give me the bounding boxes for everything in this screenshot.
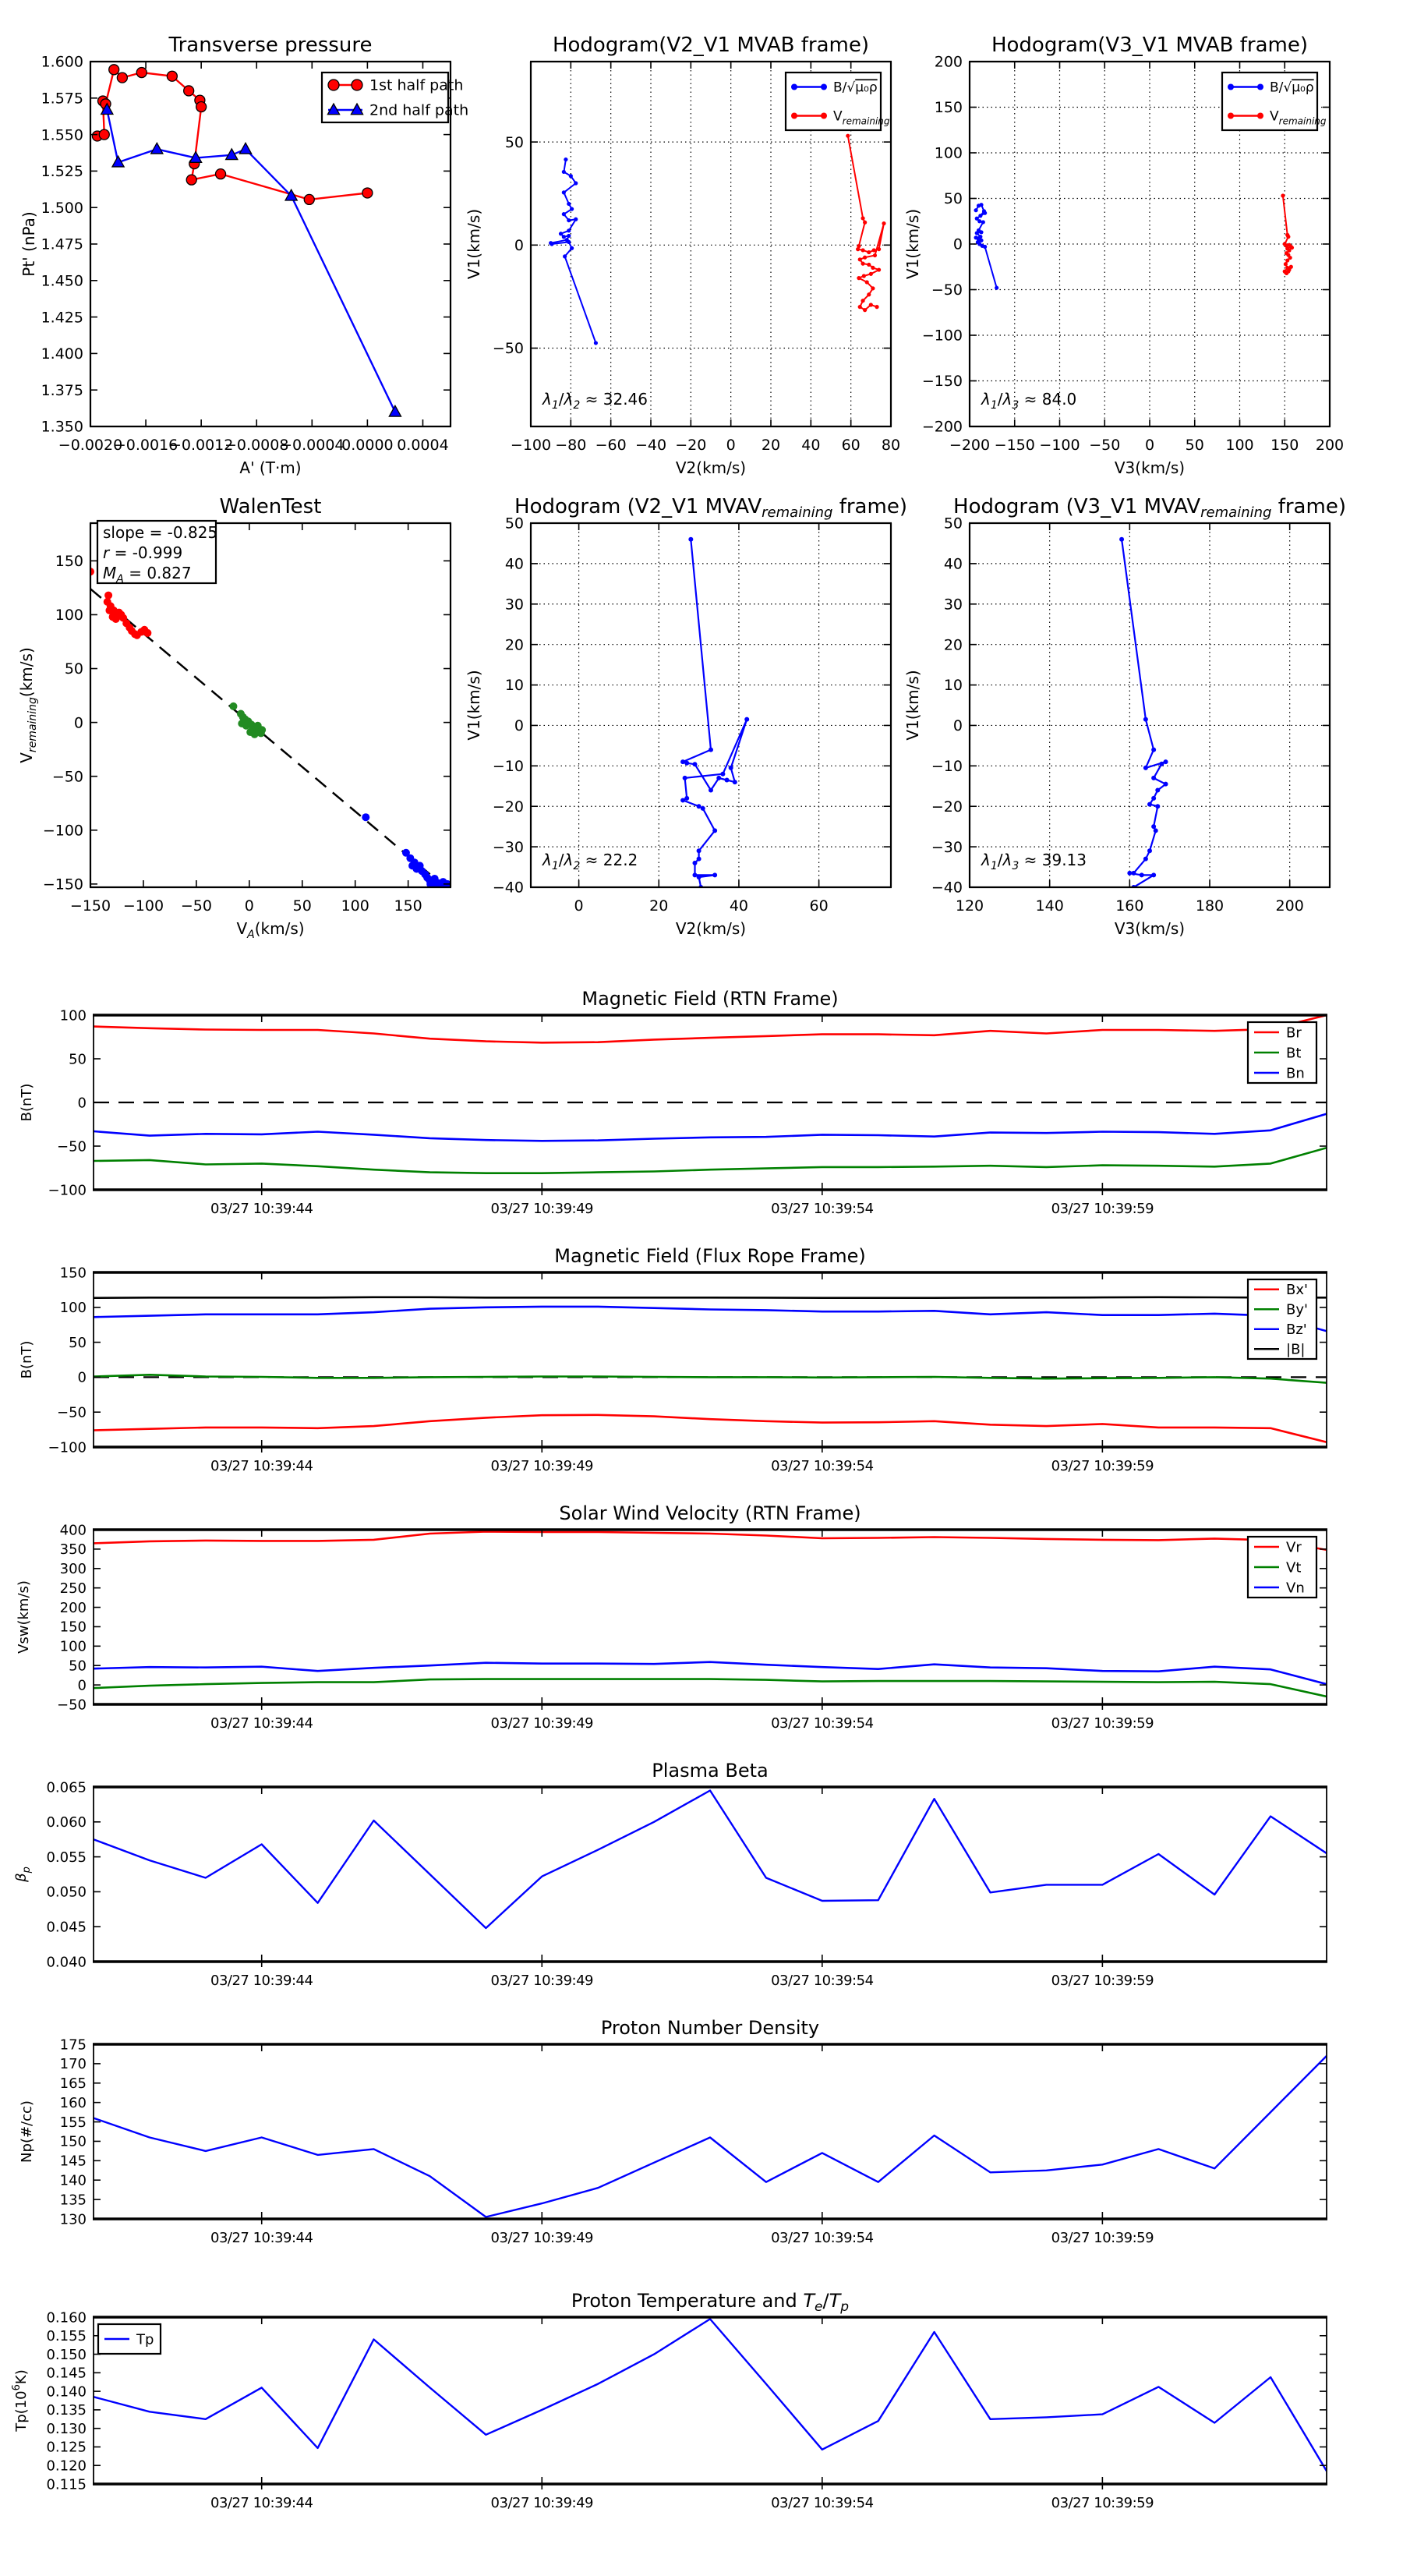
y-axis-label: $\beta_p$ — [13, 1867, 33, 1882]
y-tick-label: 100 — [934, 144, 963, 162]
legend-label: 1st half path — [369, 76, 464, 94]
y-tick-label: 200 — [934, 53, 963, 71]
y-axis-label: V1(km/s) — [903, 208, 922, 280]
legend-label: B/√μ₀ρ — [833, 80, 878, 96]
series-beta_p — [94, 1791, 1327, 1929]
y-tick-label: 10 — [943, 677, 963, 695]
y-tick-label: 150 — [59, 1265, 87, 1282]
series-Bz' — [94, 1307, 1327, 1331]
x-tick-label: 20 — [761, 437, 781, 454]
y-tick-label: 1.425 — [41, 309, 83, 327]
x-tick-label: 150 — [1270, 437, 1299, 454]
panel-hodogram-v2v1-mvav — [465, 495, 907, 938]
x-tick-label: 180 — [1195, 897, 1225, 915]
y-tick-label: 0 — [77, 1677, 87, 1694]
y-tick-label: −200 — [921, 418, 963, 436]
y-tick-label: 0.155 — [46, 2328, 87, 2345]
x-axis-label: A' (T·m) — [239, 458, 302, 477]
y-tick-label: 0.130 — [46, 2420, 87, 2437]
y-tick-label: 150 — [59, 1619, 87, 1636]
legend-label: By' — [1286, 1301, 1308, 1318]
x-tick-label: 03/27 10:39:59 — [1051, 1973, 1154, 1989]
y-tick-label: 10 — [504, 677, 524, 695]
y-tick-label: 0 — [952, 717, 963, 735]
stats-line: slope = -0.825 — [103, 523, 218, 542]
legend-hodogram-v3v1-mvab — [1222, 73, 1327, 130]
y-axis-label: Np(#/cc) — [19, 2100, 35, 2163]
x-axis-label: V2(km/s) — [675, 458, 747, 477]
x-tick-label: 03/27 10:39:59 — [1051, 1458, 1154, 1474]
x-tick-label: 150 — [394, 897, 422, 915]
legend-magnetic-field-rtn — [1248, 1022, 1316, 1083]
y-tick-label: 100 — [59, 1007, 87, 1024]
y-tick-label: 100 — [59, 1638, 87, 1655]
y-tick-label: 175 — [59, 2036, 87, 2054]
series-Np — [94, 2056, 1327, 2217]
y-tick-label: −50 — [51, 768, 83, 786]
y-tick-label: −10 — [931, 757, 963, 775]
legend-magnetic-field-flux-rope — [1248, 1279, 1316, 1359]
y-tick-label: 40 — [943, 555, 963, 573]
y-tick-label: 1.600 — [41, 53, 83, 71]
x-tick-label: −50 — [180, 897, 212, 915]
y-tick-label: 1.500 — [41, 199, 83, 217]
y-tick-label: 0.055 — [46, 1849, 87, 1866]
legend-label: Bn — [1286, 1065, 1305, 1082]
x-tick-label: 03/27 10:39:59 — [1051, 2230, 1154, 2246]
y-tick-label: 170 — [59, 2056, 87, 2073]
y-tick-label: −100 — [48, 1182, 87, 1199]
y-tick-label: 0 — [77, 1369, 87, 1386]
x-tick-label: 03/27 10:39:59 — [1051, 2495, 1154, 2511]
y-axis-label: B(nT) — [19, 1083, 35, 1122]
y-tick-label: 0.150 — [46, 2346, 87, 2363]
legend-label: $V_{remaining}$ — [833, 108, 890, 127]
legend-label: Tp — [136, 2331, 154, 2348]
x-tick-label: 0 — [726, 437, 736, 454]
series-Br — [94, 1015, 1327, 1042]
x-tick-label: 20 — [649, 897, 669, 915]
panel-magnetic-field-rtn — [19, 988, 1327, 1217]
x-axis-label: V3(km/s) — [1114, 458, 1186, 477]
y-tick-label: −50 — [57, 1404, 87, 1421]
y-tick-label: 100 — [55, 607, 83, 625]
x-tick-label: 03/27 10:39:54 — [771, 2495, 874, 2511]
y-tick-label: 135 — [59, 2192, 87, 2209]
annotation: $\lambda_1/\lambda_3 \approx 84.0$ — [981, 390, 1077, 412]
panel-magnetic-field-flux-rope — [19, 1245, 1327, 1474]
legend-label: |B| — [1286, 1341, 1306, 1358]
y-tick-label: 0.115 — [46, 2476, 87, 2493]
legend-label: Bx' — [1286, 1282, 1308, 1299]
y-tick-label: −40 — [931, 879, 963, 897]
x-tick-label: 03/27 10:39:49 — [490, 2230, 593, 2246]
y-tick-label: 140 — [59, 2172, 87, 2189]
series-Bx' — [94, 1415, 1327, 1442]
y-tick-label: 130 — [59, 2211, 87, 2228]
y-tick-label: 0.060 — [46, 1814, 87, 1831]
series-V2_V1 — [683, 540, 747, 887]
y-tick-label: 30 — [504, 596, 524, 614]
y-tick-label: 50 — [69, 1051, 87, 1068]
panel-walen-test — [17, 495, 454, 941]
y-tick-label: 1.375 — [41, 381, 83, 399]
y-tick-label: 1.525 — [41, 163, 83, 181]
y-tick-label: 0.145 — [46, 2365, 87, 2382]
series-By' — [94, 1375, 1327, 1382]
series-Vt — [94, 1679, 1327, 1697]
x-tick-label: 40 — [801, 437, 821, 454]
y-axis-label: V1(km/s) — [903, 670, 922, 741]
x-tick-label: 03/27 10:39:44 — [210, 1458, 313, 1474]
x-tick-label: −60 — [595, 437, 627, 454]
y-tick-label: −20 — [492, 798, 524, 816]
series-Vn — [94, 1662, 1327, 1684]
panel-title: Solar Wind Velocity (RTN Frame) — [559, 1502, 861, 1524]
y-tick-label: 0.125 — [46, 2439, 87, 2456]
legend-hodogram-v2v1-mvab — [786, 73, 890, 130]
x-tick-label: 03/27 10:39:59 — [1051, 1715, 1154, 1732]
x-tick-label: −20 — [675, 437, 707, 454]
x-tick-label: 03/27 10:39:54 — [771, 2230, 874, 2246]
panel-title: Hodogram(V3_V1 MVAB frame) — [991, 34, 1309, 57]
legend-label: B/√μ₀ρ — [1270, 80, 1314, 96]
panel-proton-number-density — [19, 2017, 1327, 2246]
panel-title: Plasma Beta — [652, 1760, 769, 1782]
panel-title: Proton Temperature and $T_e/T_p$ — [571, 2290, 850, 2315]
x-tick-label: −0.0008 — [224, 437, 289, 454]
x-tick-label: −0.0012 — [168, 437, 234, 454]
panel-title: Magnetic Field (RTN Frame) — [581, 988, 839, 1010]
panel-hodogram-v3v1-mvab — [903, 34, 1344, 477]
x-tick-label: −100 — [510, 437, 552, 454]
legend-label: Vt — [1286, 1559, 1302, 1576]
legend-label: Vr — [1286, 1539, 1302, 1556]
x-tick-label: −50 — [1089, 437, 1121, 454]
x-tick-label: 160 — [1115, 897, 1144, 915]
x-tick-label: 200 — [1275, 897, 1304, 915]
x-tick-label: 120 — [955, 897, 984, 915]
x-tick-label: 03/27 10:39:49 — [490, 1201, 593, 1217]
x-tick-label: 80 — [881, 437, 901, 454]
legend-label: Bz' — [1286, 1322, 1307, 1339]
y-tick-label: 1.400 — [41, 345, 83, 363]
y-tick-label: −50 — [492, 340, 524, 358]
legend-label: $V_{remaining}$ — [1270, 108, 1327, 127]
y-tick-label: 50 — [504, 133, 524, 151]
x-tick-label: −0.0020 — [58, 437, 123, 454]
x-tick-label: 0 — [574, 897, 584, 915]
stats-line: $M_A = 0.827$ — [103, 564, 192, 586]
legend-label: Bt — [1286, 1045, 1302, 1062]
panel-solar-wind-velocity — [16, 1502, 1327, 1732]
y-tick-label: 200 — [59, 1599, 87, 1616]
y-tick-label: −30 — [931, 838, 963, 856]
y-tick-label: 20 — [504, 636, 524, 654]
y-tick-label: 0.120 — [46, 2457, 87, 2475]
x-tick-label: 0.0000 — [341, 437, 394, 454]
y-tick-label: 100 — [59, 1300, 87, 1317]
y-tick-label: 0.160 — [46, 2309, 87, 2327]
panel-title: Proton Number Density — [600, 2017, 820, 2039]
y-tick-label: 150 — [55, 553, 83, 571]
y-tick-label: 1.475 — [41, 235, 83, 253]
y-tick-label: 145 — [59, 2153, 87, 2170]
y-tick-label: 1.350 — [41, 418, 83, 436]
panel-hodogram-v3v1-mvav — [903, 495, 1346, 938]
x-tick-label: −100 — [1039, 437, 1080, 454]
y-tick-label: 50 — [504, 515, 524, 533]
panel-hodogram-v2v1-mvab — [465, 34, 900, 477]
y-tick-label: 20 — [943, 636, 963, 654]
y-tick-label: 160 — [59, 2094, 87, 2111]
y-tick-label: 50 — [69, 1658, 87, 1675]
x-tick-label: 100 — [1225, 437, 1254, 454]
y-axis-label: B(nT) — [19, 1340, 35, 1379]
y-tick-label: 250 — [59, 1580, 87, 1597]
y-tick-label: 1.450 — [41, 272, 83, 290]
x-tick-label: 03/27 10:39:49 — [490, 1973, 593, 1989]
y-tick-label: −100 — [48, 1439, 87, 1456]
legend-label: Br — [1286, 1024, 1302, 1042]
y-tick-label: 0.140 — [46, 2383, 87, 2401]
panel-title: Hodogram(V2_V1 MVAB frame) — [552, 34, 870, 57]
x-tick-label: 03/27 10:39:54 — [771, 1458, 874, 1474]
x-tick-label: 03/27 10:39:49 — [490, 2495, 593, 2511]
panel-plasma-beta — [13, 1760, 1327, 1989]
y-tick-label: 50 — [943, 190, 963, 208]
y-tick-label: 1.550 — [41, 126, 83, 144]
y-tick-label: 0.135 — [46, 2402, 87, 2419]
x-axis-label: $V_A(km/s)$ — [236, 919, 305, 941]
x-tick-label: 100 — [341, 897, 369, 915]
panel-title: WalenTest — [219, 495, 322, 518]
x-tick-label: 200 — [1315, 437, 1345, 454]
legend-solar-wind-velocity — [1248, 1537, 1316, 1598]
x-axis-label: V3(km/s) — [1114, 919, 1186, 938]
y-tick-label: −100 — [921, 327, 963, 345]
y-tick-label: −100 — [42, 822, 83, 840]
stats-box — [97, 521, 217, 586]
series-B/√μ₀ρ — [551, 160, 596, 343]
y-axis-label: $V_{remaining}(km/s)$ — [17, 647, 39, 763]
x-tick-label: 0 — [1144, 437, 1155, 454]
series-Vr — [94, 1532, 1327, 1550]
y-tick-label: 50 — [69, 1334, 87, 1351]
y-axis-label: V1(km/s) — [465, 208, 483, 280]
y-tick-label: −50 — [57, 1697, 87, 1714]
x-tick-label: −200 — [949, 437, 991, 454]
panel-transverse-pressure — [19, 34, 468, 477]
x-tick-label: −150 — [994, 437, 1035, 454]
y-tick-label: −30 — [492, 838, 524, 856]
legend-label: 2nd half path — [369, 101, 469, 119]
x-tick-label: 60 — [809, 897, 829, 915]
y-tick-label: 0 — [77, 1095, 87, 1112]
legend-proton-temperature — [98, 2324, 161, 2354]
y-tick-label: 150 — [934, 99, 963, 117]
legend-transverse-pressure — [322, 73, 468, 122]
y-tick-label: 150 — [59, 2133, 87, 2150]
y-axis-label: Vsw(km/s) — [16, 1580, 32, 1654]
annotation: $\lambda_1/\lambda_3 \approx 39.13$ — [981, 851, 1087, 872]
y-tick-label: 400 — [59, 1522, 87, 1539]
x-tick-label: 0 — [244, 897, 254, 915]
y-tick-label: 0 — [514, 236, 524, 254]
x-tick-label: 140 — [1035, 897, 1064, 915]
y-tick-label: 0 — [514, 717, 524, 735]
legend-label: Vn — [1286, 1580, 1305, 1597]
stats-line: r = -0.999 — [103, 543, 183, 562]
x-tick-label: 03/27 10:39:44 — [210, 1973, 313, 1989]
series-Bn — [94, 1114, 1327, 1141]
y-axis-label: $Tp(10^6K)$ — [11, 2369, 30, 2432]
x-tick-label: 50 — [292, 897, 312, 915]
y-tick-label: −50 — [57, 1138, 87, 1155]
y-tick-label: 50 — [943, 515, 963, 533]
x-tick-label: 03/27 10:39:44 — [210, 1201, 313, 1217]
y-tick-label: 165 — [59, 2075, 87, 2093]
x-tick-label: −40 — [634, 437, 667, 454]
y-axis-label: Pt' (nPa) — [19, 211, 38, 277]
y-tick-label: −150 — [42, 876, 83, 893]
y-tick-label: 0.040 — [46, 1954, 87, 1971]
x-tick-label: 03/27 10:39:44 — [210, 2230, 313, 2246]
x-tick-label: 03/27 10:39:54 — [771, 1201, 874, 1217]
x-tick-label: 40 — [729, 897, 749, 915]
x-tick-label: 03/27 10:39:44 — [210, 1715, 313, 1732]
x-tick-label: 03/27 10:39:49 — [490, 1715, 593, 1732]
y-tick-label: 155 — [59, 2114, 87, 2131]
x-axis-label: V2(km/s) — [675, 919, 747, 938]
y-tick-label: −40 — [492, 879, 524, 897]
x-tick-label: 03/27 10:39:44 — [210, 2495, 313, 2511]
panel-title: Hodogram (V2_V1 MVAVremaining frame) — [514, 495, 907, 521]
x-tick-label: −100 — [122, 897, 164, 915]
x-tick-label: −0.0016 — [113, 437, 178, 454]
y-tick-label: −50 — [931, 281, 963, 299]
series-Bt — [94, 1148, 1327, 1173]
x-tick-label: 03/27 10:39:59 — [1051, 1201, 1154, 1217]
y-tick-label: 40 — [504, 555, 524, 573]
y-tick-label: −10 — [492, 757, 524, 775]
y-tick-label: 0.050 — [46, 1884, 87, 1901]
y-tick-label: 0 — [73, 714, 83, 732]
y-tick-label: 30 — [943, 596, 963, 614]
annotation: $\lambda_1/\lambda_2 \approx 22.2$ — [542, 851, 638, 872]
panel-title: Hodogram (V3_V1 MVAVremaining frame) — [953, 495, 1346, 521]
y-axis-label: V1(km/s) — [465, 670, 483, 741]
x-tick-label: 50 — [1185, 437, 1204, 454]
y-tick-label: −20 — [931, 798, 963, 816]
y-tick-label: 0 — [952, 235, 963, 253]
x-tick-label: −80 — [555, 437, 587, 454]
x-tick-label: 03/27 10:39:54 — [771, 1715, 874, 1732]
y-tick-label: 350 — [59, 1541, 87, 1559]
annotation: $\lambda_1/\lambda_2 \approx 32.46$ — [542, 390, 648, 412]
y-tick-label: 300 — [59, 1561, 87, 1578]
series-V3_V1 — [1122, 540, 1165, 887]
panel-proton-temperature — [11, 2290, 1327, 2511]
x-tick-label: 03/27 10:39:54 — [771, 1973, 874, 1989]
panel-title: Magnetic Field (Flux Rope Frame) — [554, 1245, 866, 1267]
x-tick-label: −0.0004 — [280, 437, 345, 454]
series-Tp — [94, 2319, 1327, 2471]
panel-title: Transverse pressure — [168, 34, 373, 57]
y-tick-label: 0.045 — [46, 1919, 87, 1936]
series-2nd half path — [107, 110, 395, 412]
y-tick-label: 50 — [64, 660, 83, 678]
y-tick-label: 1.575 — [41, 90, 83, 108]
series-|B| — [94, 1297, 1327, 1298]
x-tick-label: −150 — [69, 897, 111, 915]
x-tick-label: 03/27 10:39:49 — [490, 1458, 593, 1474]
y-tick-label: −150 — [921, 373, 963, 391]
y-tick-label: 0.065 — [46, 1779, 87, 1796]
x-tick-label: 0.0004 — [397, 437, 449, 454]
x-tick-label: 60 — [841, 437, 861, 454]
